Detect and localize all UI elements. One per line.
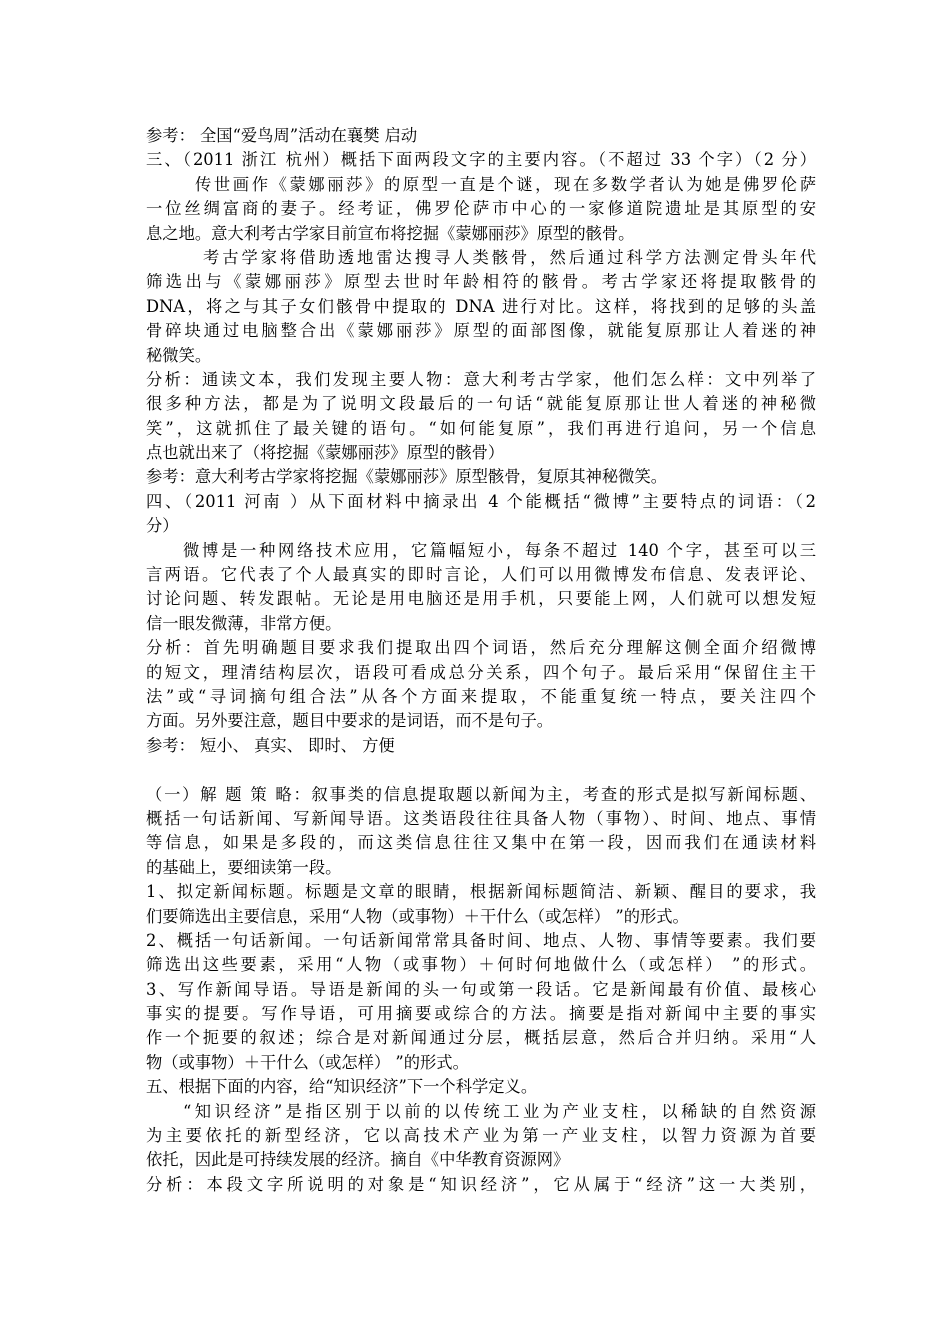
text-line: 2、概括一句话新闻。一句话新闻常常具备时间、地点、人物、事情等要素。我们要 (146, 930, 816, 950)
text-line: 概括一句话新闻、写新闻导语。这类语段往往具备人物（事物）、时间、地点、事情 (146, 808, 816, 828)
text-line: 息之地。意大利考古学家目前宣布将挖掘《蒙娜丽莎》原型的骸骨。 (146, 223, 635, 243)
text-line: 物（或事物）＋干什么（或怎样） ”的形式。 (146, 1052, 469, 1072)
text-line: （一）解 题 策 略：叙事类的信息提取题以新闻为主，考查的形式是拟写新闻标题、 (146, 784, 816, 804)
text-line: 为主要依托的新型经济，它以高技术产业为第一产业支柱，以智力资源为首要 (146, 1126, 816, 1146)
text-line: 法”或“寻词摘句组合法”从各个方面来提取，不能重复统一特点，要关注四个 (146, 686, 816, 706)
text-line: DNA，将之与其子女们骸骨中提取的 DNA 进行对比。这样，将找到的足够的头盖 (146, 296, 816, 316)
text-line: 分析：通读文本，我们发现主要人物：意大利考古学家，他们怎么样：文中列举了 (146, 369, 816, 389)
text-line: 1、拟定新闻标题。标题是文章的眼睛，根据新闻标题简洁、新颖、醒目的要求，我 (146, 882, 816, 902)
text-line: 分析：首先明确题目要求我们提取出四个词语，然后充分理解这侧全面介绍微博 (146, 638, 816, 658)
text-line: 事实的提要。写作导语，可用摘要或综合的方法。摘要是指对新闻中主要的事实 (146, 1004, 816, 1024)
text-line: 的基础上，要细读第一段。 (146, 857, 342, 877)
text-line: 方面。另外要注意，题目中要求的是词语，而不是句子。 (146, 711, 554, 731)
text-line: 传世画作《蒙娜丽莎》的原型一直是个谜，现在多数学者认为她是佛罗伦萨 (195, 174, 816, 194)
text-line: 作一个扼要的叙述；综合是对新闻通过分层，概括层意，然后合并归纳。采用“人 (146, 1028, 816, 1048)
document-page (146, 124, 816, 1197)
text-line: 们要筛选出主要信息，采用“人物（或事物）＋干什么（或怎样） ”的形式。 (146, 906, 689, 926)
text-line: 点也就出来了（将挖掘《蒙娜丽莎》原型的骸骨） (146, 443, 505, 463)
blank-line (146, 758, 816, 782)
text-line: 信一眼发微薄，非常方便。 (146, 613, 342, 633)
text-line: 等信息，如果是多段的，而这类信息往往又集中在第一段，因而我们在通读材料 (146, 833, 816, 853)
text-line: 讨论问题、转发跟帖。无论是用电脑还是用手机，只要能上网，人们就可以想发短 (146, 589, 816, 609)
text-line: 分） (146, 516, 179, 536)
text-line: 筛选出与《蒙娜丽莎》原型去世时年龄相符的骸骨。考古学家还将提取骸骨的 (146, 272, 816, 292)
text-line: 参考：意大利考古学家将挖掘《蒙娜丽莎》原型骸骨，复原其神秘微笑。 (146, 467, 668, 487)
text-line: 参考： 全国“爱鸟周”活动在襄樊 启动 (146, 126, 418, 145)
text-line: 依托，因此是可持续发展的经济。摘自《中华教育资源网》 (146, 1150, 570, 1170)
text-line: 参考： 短小、 真实、 即时、 方便 (146, 735, 395, 755)
text-line: 四、（2011 河南 ）从下面材料中摘录出 4 个能概括“微博”主要特点的词语：（2 (146, 491, 816, 511)
text-line: 笑”，这就抓住了最关键的语句。“如何能复原”，我们再进行追问，另一个信息 (146, 418, 816, 438)
text-line: 微博是一种网络技术应用，它篇幅短小，每条不超过 140 个字，甚至可以三 (183, 540, 816, 560)
text-line: 五、根据下面的内容，给“知识经济”下一个科学定义。 (146, 1077, 538, 1097)
text-line: 筛选出这些要素，采用“人物（或事物）＋何时何地做什么（或怎样） ”的形式。 (146, 955, 816, 975)
text-line: 一位丝绸富商的妻子。经考证，佛罗伦萨市中心的一家修道院遗址是其原型的安 (146, 199, 816, 219)
text-line: 的短文，理清结构层次，语段可看成总分关系，四个句子。最后采用“保留住主干 (146, 662, 816, 682)
text-line: 很多种方法，都是为了说明文段最后的一句话“就能复原那让世人着迷的神秘微 (146, 394, 816, 414)
text-line: 言两语。它代表了个人最真实的即时言论，人们可以用微博发布信息、发表评论、 (146, 565, 816, 585)
text-line: 分析：本段文字所说明的对象是“知识经济”，它从属于“经济”这一大类别， (146, 1174, 816, 1194)
text-line: 秘微笑。 (146, 345, 212, 365)
text-line: “知识经济”是指区别于以前的以传统工业为产业支柱，以稀缺的自然资源 (183, 1101, 816, 1121)
text-line: 三、（2011 浙江 杭州）概括下面两段文字的主要内容。（不超过 33 个字）（2 分） (146, 150, 816, 170)
text-line: 3、写作新闻导语。导语是新闻的头一句或第一段话。它是新闻最有价值、最核心 (146, 979, 816, 999)
text-line: 考古学家将借助透地雷达搜寻人类骸骨，然后通过科学方法测定骨头年代 (203, 247, 816, 267)
text-line: 骨碎块通过电脑整合出《蒙娜丽莎》原型的面部图像，就能复原那让人着迷的神 (146, 321, 816, 341)
